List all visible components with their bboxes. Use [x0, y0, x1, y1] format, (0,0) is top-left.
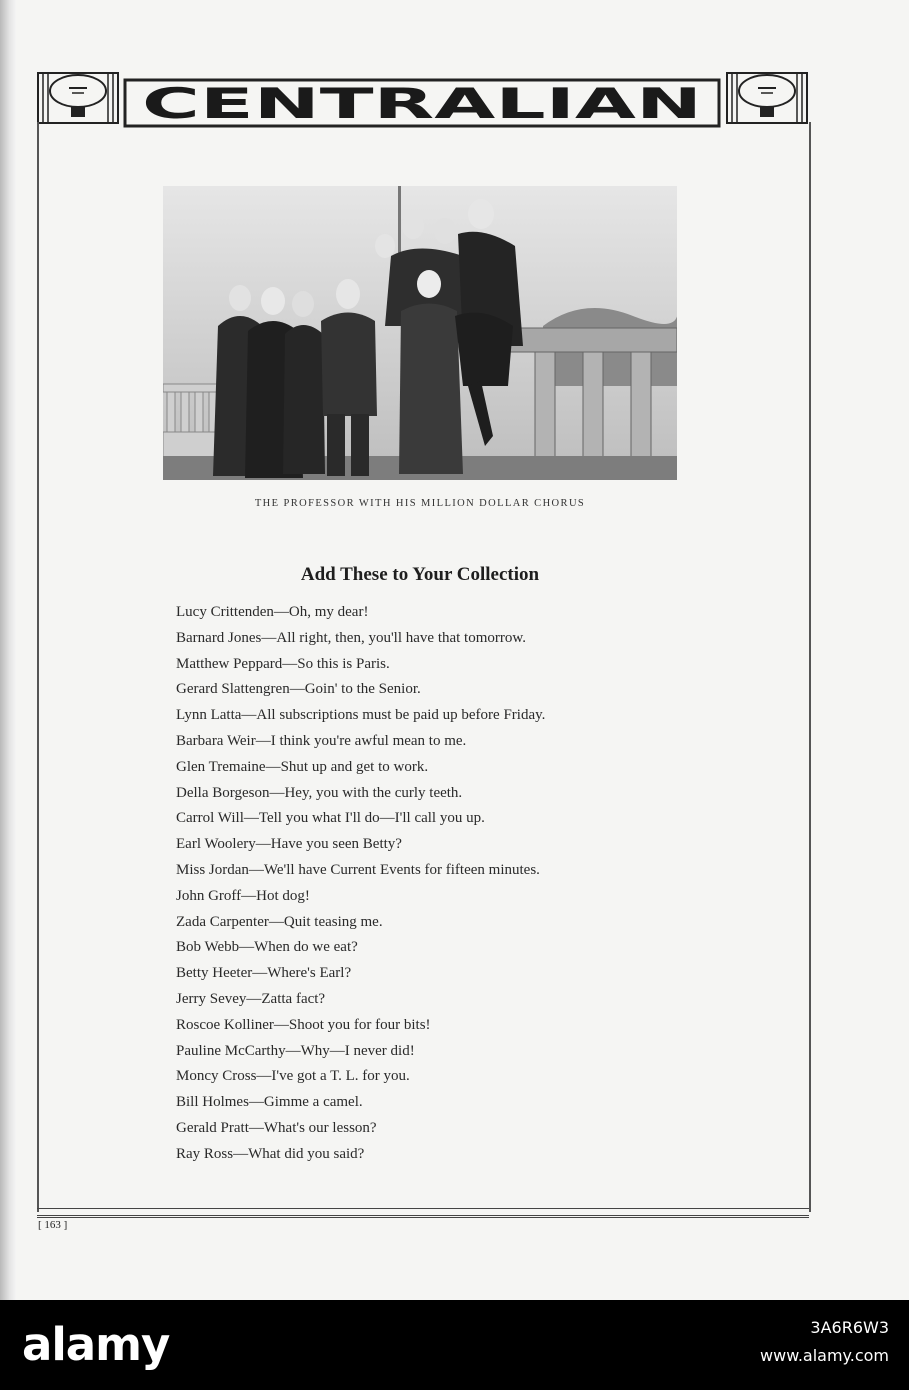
page-number: [ 163 ]	[38, 1219, 68, 1231]
right-emblem-icon	[727, 73, 807, 123]
list-item: Della Borgeson—Hey, you with the curly teeth.	[176, 784, 463, 801]
list-item: Lucy Crittenden—Oh, my dear!	[176, 604, 369, 620]
footer-rule	[37, 1208, 809, 1218]
list-item: Moncy Cross—I've got a T. L. for you.	[176, 1068, 410, 1085]
list-item: Gerard Slattengren—Goin' to the Senior.	[176, 681, 421, 698]
scan-shadow-edge	[0, 0, 16, 1300]
section-title: Add These to Your Collection	[300, 564, 540, 585]
list-item: Glen Tremaine—Shut up and get to work.	[176, 758, 429, 775]
watermark-url: www.alamy.com	[760, 1346, 889, 1365]
list-item: Earl Woolery—Have you seen Betty?	[176, 836, 402, 853]
list-item: Jerry Sevey—Zatta fact?	[176, 990, 326, 1007]
list-item: Carrol Will—Tell you what I'll do—I'll call you up.	[176, 810, 485, 827]
list-item: Barnard Jones—All right, then, you'll have that tomorrow.	[176, 629, 526, 646]
list-item: Bill Holmes—Gimme a camel.	[176, 1094, 363, 1111]
watermark-image-id: 3A6R6W3	[810, 1318, 889, 1337]
list-item: Barbara Weir—I think you're awful mean to me.	[176, 732, 467, 749]
header-banner	[37, 68, 809, 130]
quote-list	[176, 600, 696, 1168]
list-item: Gerald Pratt—What's our lesson?	[176, 1119, 377, 1136]
list-item: Miss Jordan—We'll have Current Events for fifteen minutes.	[176, 861, 540, 878]
list-item: Zada Carpenter—Quit teasing me.	[176, 913, 383, 930]
yearbook-title: CENTRALIAN	[142, 79, 702, 128]
list-item: John Groff—Hot dog!	[176, 887, 310, 904]
list-item: Lynn Latta—All subscriptions must be paid up before Friday.	[176, 707, 546, 724]
list-item: Bob Webb—When do we eat?	[176, 939, 358, 956]
photo-caption: THE PROFESSOR WITH HIS MILLION DOLLAR CHORUS	[254, 498, 586, 509]
photo-illustration	[163, 186, 677, 480]
group-photograph	[163, 186, 677, 480]
left-emblem-icon	[38, 73, 118, 123]
watermark-logo: alamy	[22, 1318, 170, 1371]
list-item: Roscoe Kolliner—Shoot you for four bits!	[176, 1016, 431, 1033]
list-item: Pauline McCarthy—Why—I never did!	[176, 1042, 415, 1059]
list-item: Ray Ross—What did you said?	[176, 1145, 365, 1162]
page-header	[37, 68, 809, 130]
list-item: Matthew Peppard—So this is Paris.	[176, 655, 390, 672]
list-item: Betty Heeter—Where's Earl?	[176, 965, 352, 982]
